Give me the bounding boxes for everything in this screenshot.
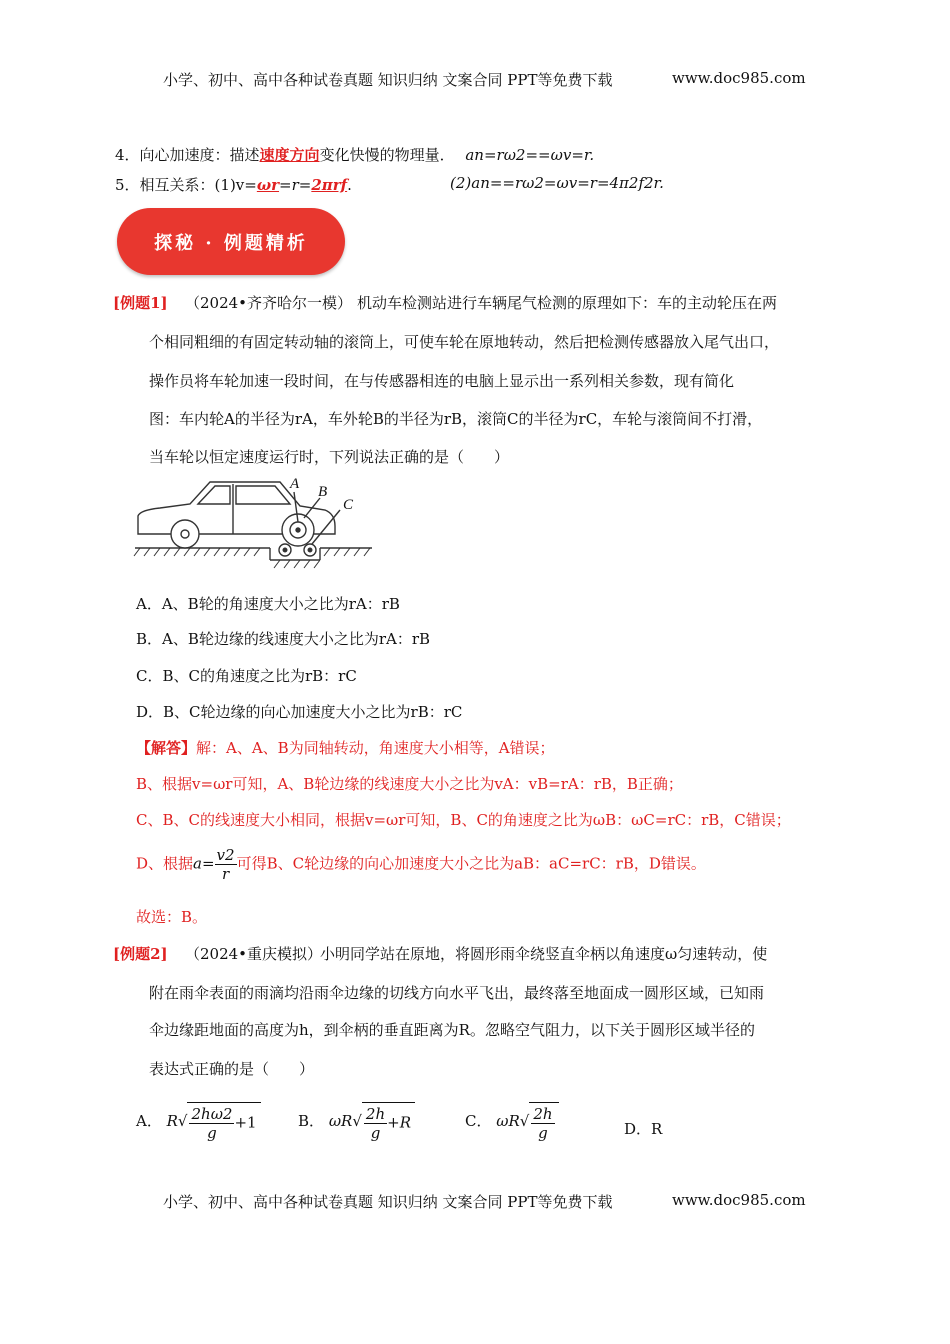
label-b: B: [318, 484, 328, 500]
label-a: A: [290, 476, 300, 492]
answer-line-2: C、B、C的线速度大小相同，根据v=ωr可知，B、C的角速度之比为ωB：ωC=rC：rB，C错误；: [136, 811, 791, 829]
example-1-option-c: C．B、C的角速度之比为rB：rC: [136, 667, 357, 685]
example-1-option-a: A．A、B轮的角速度大小之比为rA：rB: [136, 595, 400, 613]
example-2-source: （2024•重庆模拟）: [185, 945, 323, 963]
example-1-tag: [例题1]: [113, 294, 168, 312]
example-1-line-1: 个相同粗细的有固定转动轴的滚筒上，可使车轮在原地转动，然后把检测传感器放入尾气出口，: [149, 333, 780, 351]
example-2-option-c: C． ωR√ $\frac{\text{2ℎ}}{g}$: [465, 1102, 559, 1142]
example-1-line-4: 当车轮以恒定速度运行时，下列说法正确的是（ ）: [149, 448, 510, 466]
footer-url[interactable]: www.doc985.com: [672, 1191, 806, 1209]
car-figure: [130, 472, 380, 572]
answer-line-3: D、根据a= $\frac{v2}{r}$ 可得B、C轮边缘的向心加速度大小之比为aB：aC=rC：rB，D错误。: [136, 846, 706, 883]
answer-choice: 故选：B。: [136, 908, 208, 926]
answer-line-1: B、根据v=ωr可知，A、B轮边缘的线速度大小之比为vA：vB=rA：rB，B正确；: [136, 775, 683, 793]
item-5-part2: (2)an==rω2=ωv=r=4π2f2r.: [450, 174, 664, 192]
example-1-line-3: 图：车内轮A的半径为rA，车外轮B的半径为rB，滚筒C的半径为rC，车轮与滚筒间不打滑，: [149, 410, 763, 428]
example-1-source: （2024•齐齐哈尔一模）: [185, 294, 353, 312]
example-1-option-d: D．B、C轮边缘的向心加速度大小之比为rB：rC: [136, 703, 463, 721]
example-1-option-b: B．A、B轮边缘的线速度大小之比为rA：rB: [136, 630, 431, 648]
example-1-line-0: 机动车检测站进行车辆尾气检测的原理如下：车的主动轮压在两: [357, 294, 778, 312]
example-2-line-0: 小明同学站在原地，将圆形雨伞绕竖直伞柄以角速度ω匀速转动，使: [320, 945, 768, 963]
label-c: C: [343, 497, 354, 513]
example-1-line-2: 操作员将车轮加速一段时间，在与传感器相连的电脑上显示出一系列相关参数，现有简化: [149, 372, 735, 390]
example-2-line-2: 伞边缘距地面的高度为h，到伞柄的垂直距离为R。忽略空气阻力，以下关于圆形区域半径的: [149, 1021, 755, 1039]
header-url[interactable]: www.doc985.com: [672, 69, 806, 87]
answer-line-0: 【解答】解：A、A、B为同轴转动，角速度大小相等，A错误；: [136, 739, 555, 757]
item-4: 4．向心加速度：描述速度方向变化快慢的物理量． an=rω2==ωv=r.: [115, 146, 595, 164]
header-text: 小学、初中、高中各种试卷真题 知识归纳 文案合同 PPT等免费下载: [163, 71, 613, 89]
example-2-line-3: 表达式正确的是（ ）: [149, 1060, 315, 1078]
example-2-option-d: D．R: [624, 1120, 663, 1138]
footer-text: 小学、初中、高中各种试卷真题 知识归纳 文案合同 PPT等免费下载: [163, 1193, 613, 1211]
section-banner: 探秘 · 例题精析: [117, 208, 345, 275]
example-2-tag: [例题2]: [113, 945, 168, 963]
example-2-line-1: 附在雨伞表面的雨滴均沿雨伞边缘的切线方向水平飞出，最终落至地面成一圆形区域，已知雨: [149, 984, 765, 1002]
example-2-option-b: B． ωR√ $\frac{\text{2ℎ}}{g}$ +R: [298, 1102, 415, 1142]
example-2-option-a: A． R√ $\frac{\text{2ℎω2}}{g}$ +1: [136, 1102, 261, 1142]
item-5: 5．相互关系：(1)v=ωr=r=2πrf.: [115, 176, 352, 194]
